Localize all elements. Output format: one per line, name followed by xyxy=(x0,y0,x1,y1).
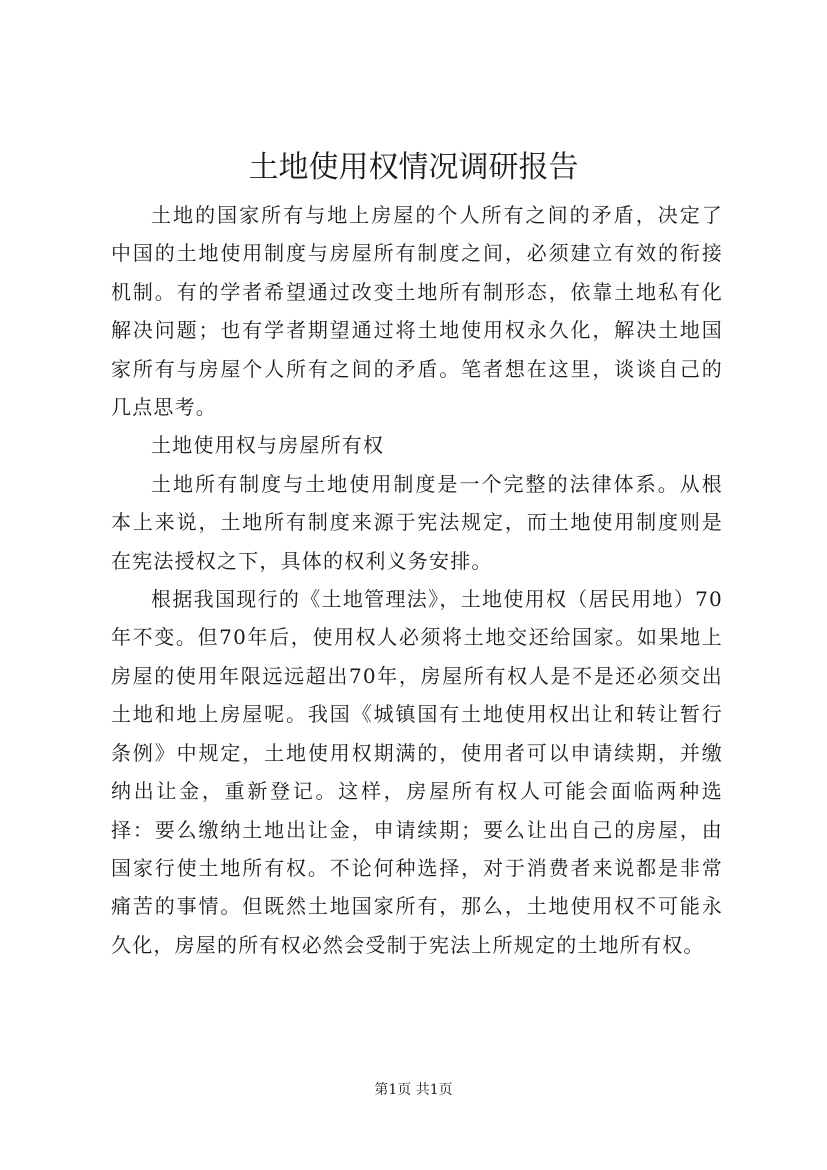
paragraph-land-law: 根据我国现行的《土地管理法》，土地使用权（居民用地）70年不变。但70年后，使用权人必须将土地交还给国家。如果地上房屋的使用年限远远超出70年，房屋所有权人是不是还必须交出土地和地上房屋呢。我国《城镇国有土地使用权出让和转让暂行条例》中规定，土地使用权期满的，使用者可以申请续期，并缴纳出让金，重新登记。这样，房屋所有权人可能会面临两种选择：要么缴纳土地出让金，申请续期；要么让出自己的房屋，由国家行使土地所有权。不论何种选择，对于消费者来说都是非常痛苦的事情。但既然土地国家所有，那么，土地使用权不可能永久化，房屋的所有权必然会受制于宪法上所规定的土地所有权。 xyxy=(111,587,723,957)
paragraph-intro: 土地的国家所有与地上房屋的个人所有之间的矛盾，决定了中国的土地使用制度与房屋所有制度之间，必须建立有效的衔接机制。有的学者希望通过改变土地所有制形态，依靠土地私有化解决问题；也有学者期望通过将土地使用权永久化，解决土地国家所有与房屋个人所有之间的矛盾。笔者想在这里，谈谈自己的几点思考。 xyxy=(111,203,723,420)
paragraph-legal-system: 土地所有制度与土地使用制度是一个完整的法律体系。从根本上来说，土地所有制度来源于宪法规定，而土地使用制度则是在宪法授权之下，具体的权利义务安排。 xyxy=(111,471,723,573)
document-body xyxy=(111,196,723,964)
section-heading: 土地使用权与房屋所有权 xyxy=(151,433,385,458)
document-title: 土地使用权情况调研报告 xyxy=(248,150,579,185)
page-footer: 第1页 共1页 xyxy=(374,1082,453,1098)
